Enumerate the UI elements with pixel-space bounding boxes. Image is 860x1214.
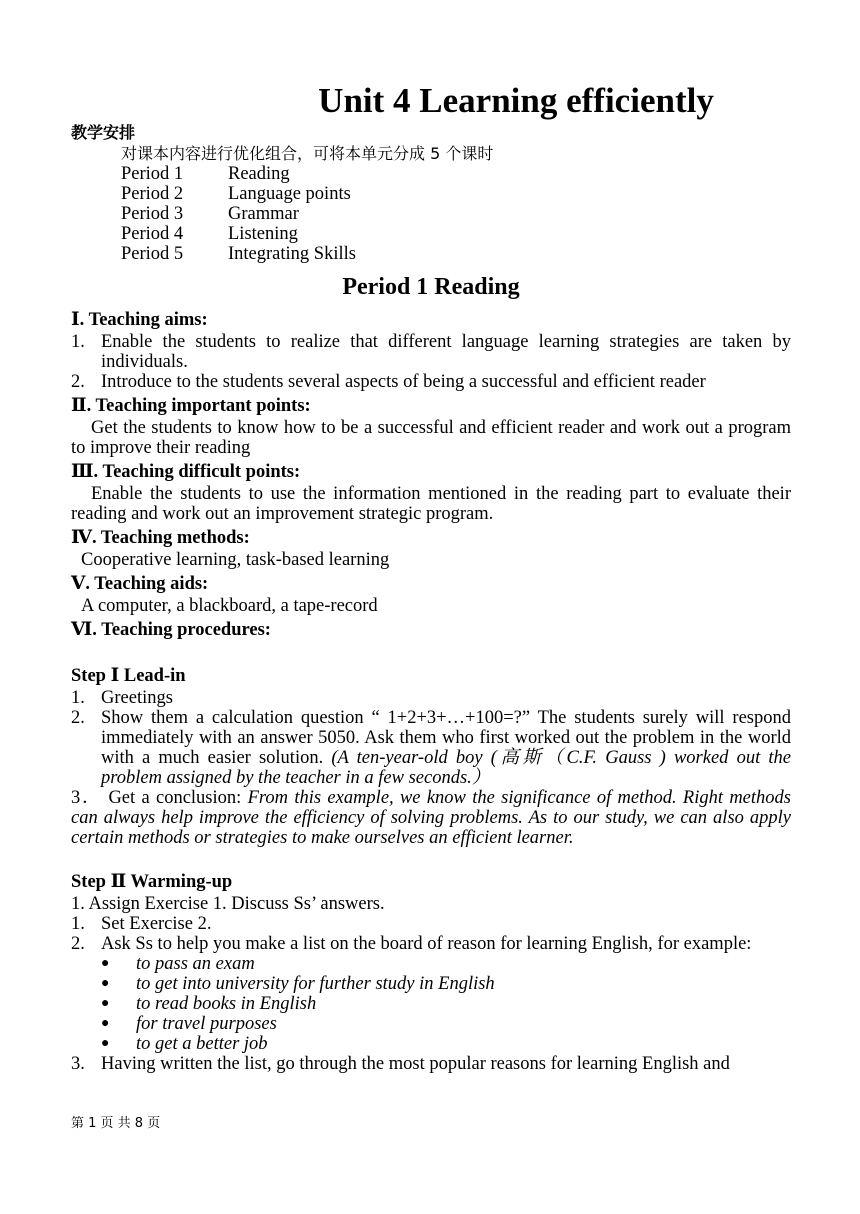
step1-heading: Step Ⅰ Lead-in xyxy=(71,666,186,686)
reason-text: to get a better job xyxy=(136,1034,268,1054)
reason-bullet-item xyxy=(101,1034,791,1054)
reason-bullet-list xyxy=(71,954,791,1054)
page-footer: 第 1 页 共 8 页 xyxy=(71,1116,161,1131)
step2-item-3-text: Having written the list, go through the most popular reasons for learning English and xyxy=(101,1054,730,1074)
reason-bullet-item xyxy=(101,1014,791,1034)
bullet-dot-icon: ● xyxy=(101,996,110,1011)
period-list xyxy=(71,164,791,264)
step1-item-3-italic: From this example, we know the significance of method. Right methods can always help improve the efficiency of solving problems. As to our study, we can also apply certain methods or strategies to make ourselves an efficient learner. xyxy=(71,788,791,848)
step1-item-1 xyxy=(71,688,791,708)
period-row xyxy=(121,184,791,204)
step2-heading: Step Ⅱ Warming-up xyxy=(71,872,233,892)
reason-text: to get into university for further study in English xyxy=(136,974,495,994)
reason-bullet-item xyxy=(101,954,791,974)
reason-text: to pass an exam xyxy=(136,954,255,974)
reason-text: to read books in English xyxy=(136,994,317,1014)
period-topic: Listening xyxy=(228,224,298,244)
step1-item-3 xyxy=(71,788,791,848)
step2-line-1: 1. Assign Exercise 1. Discuss Ss’ answers. xyxy=(71,894,385,914)
aim-text: Enable the students to realize that different language learning strategies are taken by individuals. xyxy=(101,332,791,372)
difficult-points-heading: Ⅲ. Teaching difficult points: xyxy=(71,462,301,482)
bullet-dot-icon: ● xyxy=(101,976,110,991)
period-name: Period 3 xyxy=(121,204,184,224)
step2-item-1 xyxy=(71,914,791,934)
aim-number: 1. xyxy=(71,332,85,352)
reason-bullet-item xyxy=(101,974,791,994)
difficult-points-text: Enable the students to use the information mentioned in the reading part to evaluate their reading and work out an improvement strategic program. xyxy=(71,484,791,524)
step2-item-3-num: 3. xyxy=(71,1054,85,1074)
step1-item-1-text: Greetings xyxy=(101,688,173,708)
period-row xyxy=(121,204,791,224)
step1-item-2-body xyxy=(101,708,791,788)
period-topic: Grammar xyxy=(228,204,299,224)
period-name: Period 1 xyxy=(121,164,184,184)
period-name: Period 4 xyxy=(121,224,184,244)
step2-item-1-text: Set Exercise 2. xyxy=(101,914,212,934)
methods-heading: Ⅳ. Teaching methods: xyxy=(71,528,250,548)
bullet-dot-icon: ● xyxy=(101,1036,110,1051)
spacer xyxy=(71,642,791,662)
period-name: Period 5 xyxy=(121,244,184,264)
spacer xyxy=(71,848,791,868)
unit-title: Unit 4 Learning efficiently xyxy=(318,81,714,120)
aids-text: A computer, a blackboard, a tape-record xyxy=(81,596,378,616)
period-topic: Language points xyxy=(228,184,351,204)
step1-item-2-text: Show them a calculation question “ 1+2+3+…+100=?” The students surely will respond immediately with an answer 5050. Ask them who first worked out the problem in the world with a much easier solution. xyxy=(101,708,791,768)
aids-heading: Ⅴ. Teaching aids: xyxy=(71,574,209,594)
step2-item-2-text: Ask Ss to help you make a list on the board of reason for learning English, for example: xyxy=(101,934,752,954)
page-content xyxy=(71,80,791,1074)
step2-item-2-num: 2. xyxy=(71,934,85,954)
methods-text: Cooperative learning, task-based learning xyxy=(81,550,390,570)
arrangement-heading: 教学安排 xyxy=(71,123,136,142)
period-row xyxy=(121,244,791,264)
step2-item-3 xyxy=(71,1054,791,1074)
period-title: Period 1 Reading xyxy=(342,274,520,300)
step1-item-2-italic: (A ten-year-old boy (高斯（C.F. Gauss ) worked out the problem assigned by the teacher in a few seconds.） xyxy=(101,748,791,788)
aim-item xyxy=(71,332,791,372)
step2-item-1-num: 1. xyxy=(71,914,85,934)
period-row xyxy=(121,224,791,244)
arrangement-intro: 对课本内容进行优化组合，可将本单元分成 5 个课时 xyxy=(121,144,494,163)
aims-list xyxy=(71,332,791,392)
period-topic: Reading xyxy=(228,164,290,184)
step2-item-2 xyxy=(71,934,791,954)
step1-item-2 xyxy=(71,708,791,788)
aim-text: Introduce to the students several aspects of being a successful and efficient reader xyxy=(101,372,706,392)
reason-text: for travel purposes xyxy=(136,1014,277,1034)
bullet-dot-icon: ● xyxy=(101,1016,110,1031)
important-points-text: Get the students to know how to be a successful and efficient reader and work out a program to improve their reading xyxy=(71,418,791,458)
aims-heading: Ⅰ. Teaching aims: xyxy=(71,310,208,330)
period-topic: Integrating Skills xyxy=(228,244,356,264)
period-row xyxy=(121,164,791,184)
step1-item-1-num: 1. xyxy=(71,688,85,708)
important-points-heading: Ⅱ. Teaching important points: xyxy=(71,396,311,416)
period-name: Period 2 xyxy=(121,184,184,204)
step1-item-2-num: 2. xyxy=(71,708,85,728)
step1-item-3-text: 3． Get a conclusion: xyxy=(71,788,248,808)
aim-number: 2. xyxy=(71,372,85,392)
reason-bullet-item xyxy=(101,994,791,1014)
bullet-dot-icon: ● xyxy=(101,956,110,971)
procedures-heading: Ⅵ. Teaching procedures: xyxy=(71,620,271,640)
aim-item xyxy=(71,372,791,392)
